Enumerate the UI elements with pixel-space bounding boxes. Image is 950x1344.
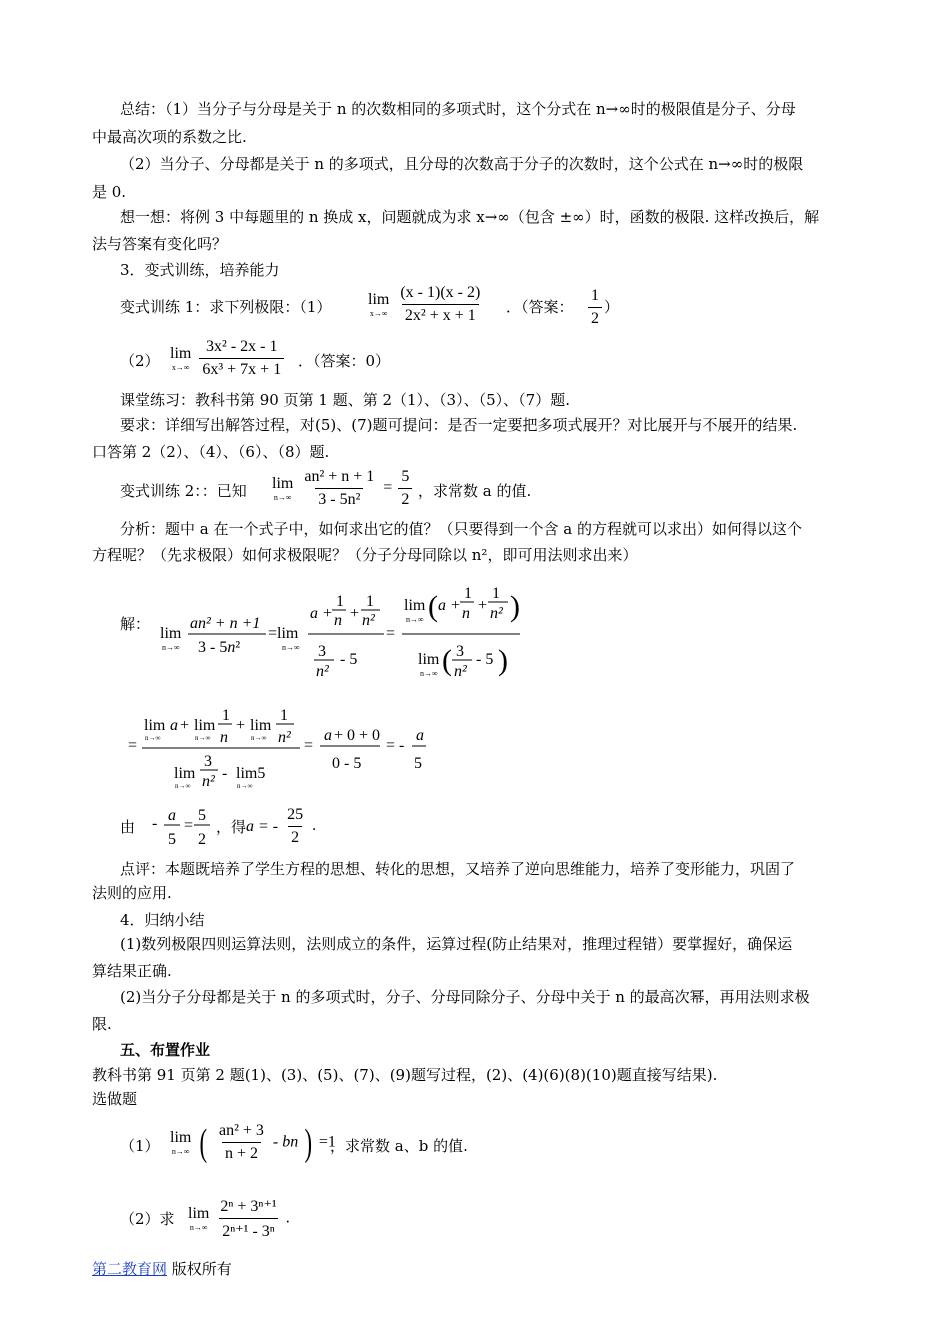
opt2-label: （2）求	[120, 1210, 175, 1228]
svg-text:=: =	[386, 625, 396, 642]
svg-text:3: 3	[456, 643, 464, 660]
ex1-label: 变式训练 1：求下列极限：（1）	[120, 298, 332, 316]
svg-text:1: 1	[336, 593, 344, 610]
svg-text:a: a	[324, 727, 332, 744]
svg-text:- 5: - 5	[340, 651, 358, 668]
svg-text:): )	[510, 590, 520, 623]
opt1-text: ，求常数 a、b 的值.	[330, 1137, 468, 1155]
svg-text:n²: n²	[202, 773, 215, 790]
svg-text:lim5: lim5	[236, 765, 266, 782]
svg-text:=lim: =lim	[268, 625, 299, 642]
svg-text:n→∞: n→∞	[145, 734, 161, 742]
ex1-formula	[366, 284, 485, 325]
opt1-label: （1）	[120, 1137, 160, 1155]
section3-title: 3．变式训练，培养能力	[120, 261, 280, 279]
summary-p2-line1: （2）当分子、分母都是关于 n 的多项式，且分母的次数高于分子的次数时，这个公式在 n→∞时的极限	[120, 155, 804, 173]
solution-step2-formula	[118, 700, 438, 790]
ex1-answer-close: ）	[604, 298, 620, 316]
svg-text:): )	[498, 644, 508, 677]
svg-text:+: +	[180, 717, 190, 734]
svg-text:lim: lim	[418, 651, 440, 668]
svg-text:=: =	[128, 737, 138, 754]
homework-line: 教科书第 91 页第 2 题(1)、(3)、(5)、(7)、(9)题写过程，(2)、(4)(6)(8)(10)题直接写结果).	[92, 1066, 718, 1084]
footer	[92, 1258, 232, 1280]
svg-text:lim: lim	[174, 765, 196, 782]
comment-line2: 法则的应用.	[92, 884, 172, 902]
analysis-line2: 方程呢？（先求极限）如何求极限呢？（分子分母同除以 n²，即可用法则求出来）	[92, 546, 638, 564]
svg-text:-: -	[152, 815, 158, 832]
summary-p1-line2: 中最高次项的系数之比.	[92, 128, 247, 146]
svg-text:-: -	[222, 765, 228, 782]
svg-text:n→∞: n→∞	[406, 615, 424, 624]
svg-text:n→∞: n→∞	[420, 669, 438, 678]
section4-p1-line1: (1)数列极限四则运算法则，法则成立的条件，运算过程(防止结果对，推理过程错）要掌握好，确保运	[120, 935, 793, 953]
svg-text:n→∞: n→∞	[162, 643, 180, 652]
by-mid: ，得	[216, 818, 247, 836]
svg-text:(: (	[442, 644, 452, 677]
requirement-line2: 口答第 2（2）、（4）、（6）、（8）题.	[92, 443, 330, 461]
svg-text:n²: n²	[316, 663, 329, 680]
svg-text:lim: lim	[160, 625, 182, 642]
svg-text:n→∞: n→∞	[237, 782, 253, 790]
summary-p1-line1: 总结：（1）当分子与分母是关于 n 的次数相同的多项式时，这个分式在 n→∞时的极限值是分子、分母	[120, 100, 796, 118]
lim-operator: lim x→∞	[368, 290, 390, 318]
svg-text:=: =	[304, 737, 314, 754]
svg-text:3: 3	[204, 753, 212, 770]
svg-text:n→∞: n→∞	[175, 782, 191, 790]
analysis-line1: 分析：题中 a 在一个式子中，如何求出它的值？（只要得到一个含 a 的方程就可以求出）如何得以这个	[120, 520, 802, 538]
ex1-answer: ．（答案：	[506, 298, 574, 316]
optional-title: 选做题	[92, 1090, 138, 1108]
ex2-label: （2）	[120, 352, 160, 370]
ex2-answer: ．（答案：0）	[298, 352, 391, 370]
svg-text:n²: n²	[490, 605, 503, 622]
solution-label: 解：	[120, 615, 151, 633]
svg-text:(: (	[428, 590, 438, 623]
svg-text:an² + n +1: an² + n +1	[190, 615, 261, 632]
section4-title: 4．归纳小结	[120, 911, 205, 929]
svg-text:+: +	[236, 717, 246, 734]
ex3-label: 变式训练 2：：已知	[120, 482, 247, 500]
requirement-line1: 要求：详细写出解答过程，对(5)、(7)题可提问：是否一定要把多项式展开？对比展开与不展开的结果.	[120, 416, 798, 434]
svg-text:n: n	[220, 729, 228, 746]
svg-text:a +: a +	[310, 605, 333, 622]
footer-link[interactable]: 第二教育网	[92, 1260, 168, 1278]
svg-text:3 - 5n²: 3 - 5n²	[198, 639, 241, 656]
svg-text:lim: lim	[404, 597, 426, 614]
section4-p2-line1: (2)当分子分母都是关于 n 的多项式时，分子、分母同除分子、分母中关于 n 的最高次幂，再用法则求极	[120, 988, 810, 1006]
by-label: 由	[120, 818, 136, 836]
solution-step1-formula	[158, 580, 528, 690]
svg-text:1: 1	[366, 593, 374, 610]
think-line1: 想一想：将例 3 中每题里的 n 换成 x，问题就成为求 x→∞（包含 ±∞）时，函数的极限. 这样改换后，解	[120, 208, 820, 226]
svg-text:n→∞: n→∞	[251, 734, 267, 742]
svg-text:lim: lim	[250, 717, 272, 734]
svg-text:n²: n²	[362, 612, 375, 629]
svg-text:+ 0 + 0: + 0 + 0	[334, 727, 381, 744]
svg-text:a +: a +	[438, 597, 461, 614]
comment-line1: 点评：本题既培养了学生方程的思想、转化的思想，又培养了逆向思维能力，培养了变形能力，巩固了	[120, 860, 796, 878]
svg-text:0 - 5: 0 - 5	[332, 755, 362, 772]
svg-text:5: 5	[168, 831, 176, 848]
ex1-fraction: $\frac{(x - 1)(x - 2)}{\text{2x² + x + 1}}$	[400, 284, 481, 324]
svg-text:=: =	[184, 817, 194, 834]
svg-text:n→∞: n→∞	[282, 643, 300, 652]
footer-copyright: 版权所有	[167, 1260, 232, 1278]
section4-p2-line2: 限.	[92, 1015, 112, 1033]
summary-p2-line2: 是 0.	[92, 183, 127, 201]
svg-text:n: n	[334, 612, 342, 629]
svg-text:1: 1	[222, 707, 230, 724]
svg-text:- 5: - 5	[476, 651, 494, 668]
by-result: a = - $\frac{25}{2}$ .	[246, 806, 317, 846]
svg-text:+: +	[478, 597, 488, 614]
svg-text:a: a	[170, 717, 178, 734]
svg-text:a: a	[416, 727, 424, 744]
svg-text:2: 2	[198, 831, 206, 848]
ex3-tail: ，求常数 a 的值.	[418, 482, 532, 500]
svg-text:= -: = -	[386, 737, 405, 754]
svg-text:5: 5	[198, 807, 206, 824]
svg-text:1: 1	[280, 707, 288, 724]
svg-text:a: a	[168, 807, 176, 824]
opt1-formula: lim n→∞ ( $\frac{\text{an² + 3}}{n + 2}$ - bn ) =1	[170, 1121, 336, 1164]
svg-text:n²: n²	[454, 663, 467, 680]
ex3-formula: lim n→∞ $\frac{\text{an² + n + 1}}{\text{3 - 5n²}}$ = $\frac{5}{2}$	[270, 468, 414, 509]
svg-text:5: 5	[414, 755, 422, 772]
svg-text:3: 3	[318, 643, 326, 660]
opt2-formula: lim n→∞ $\frac{\text{2ⁿ + 3ⁿ⁺¹}}{\text{2ⁿ⁺¹ - 3ⁿ}}$ .	[188, 1198, 290, 1240]
ex2-formula: lim x→∞ $\frac{\text{3x² - 2x - 1}}{\text{6x³ + 7x + 1}}$	[168, 338, 286, 379]
svg-text:n²: n²	[278, 729, 291, 746]
ex1-answer-fraction: $\frac{1}{2}$	[586, 287, 604, 328]
svg-text:lim: lim	[194, 717, 216, 734]
section5-title: 五、布置作业	[120, 1041, 211, 1059]
svg-text:+: +	[350, 605, 360, 622]
think-line2: 法与答案有变化吗？	[92, 235, 228, 253]
svg-text:1: 1	[492, 585, 500, 602]
svg-text:lim: lim	[144, 717, 166, 734]
class-practice: 课堂练习：教科书第 90 页第 1 题、第 2（1）、（3）、（5）、（7）题.	[120, 391, 570, 409]
svg-text:n: n	[462, 605, 470, 622]
section4-p1-line2: 算结果正确.	[92, 962, 172, 980]
svg-text:1: 1	[464, 585, 472, 602]
svg-text:n→∞: n→∞	[195, 734, 211, 742]
